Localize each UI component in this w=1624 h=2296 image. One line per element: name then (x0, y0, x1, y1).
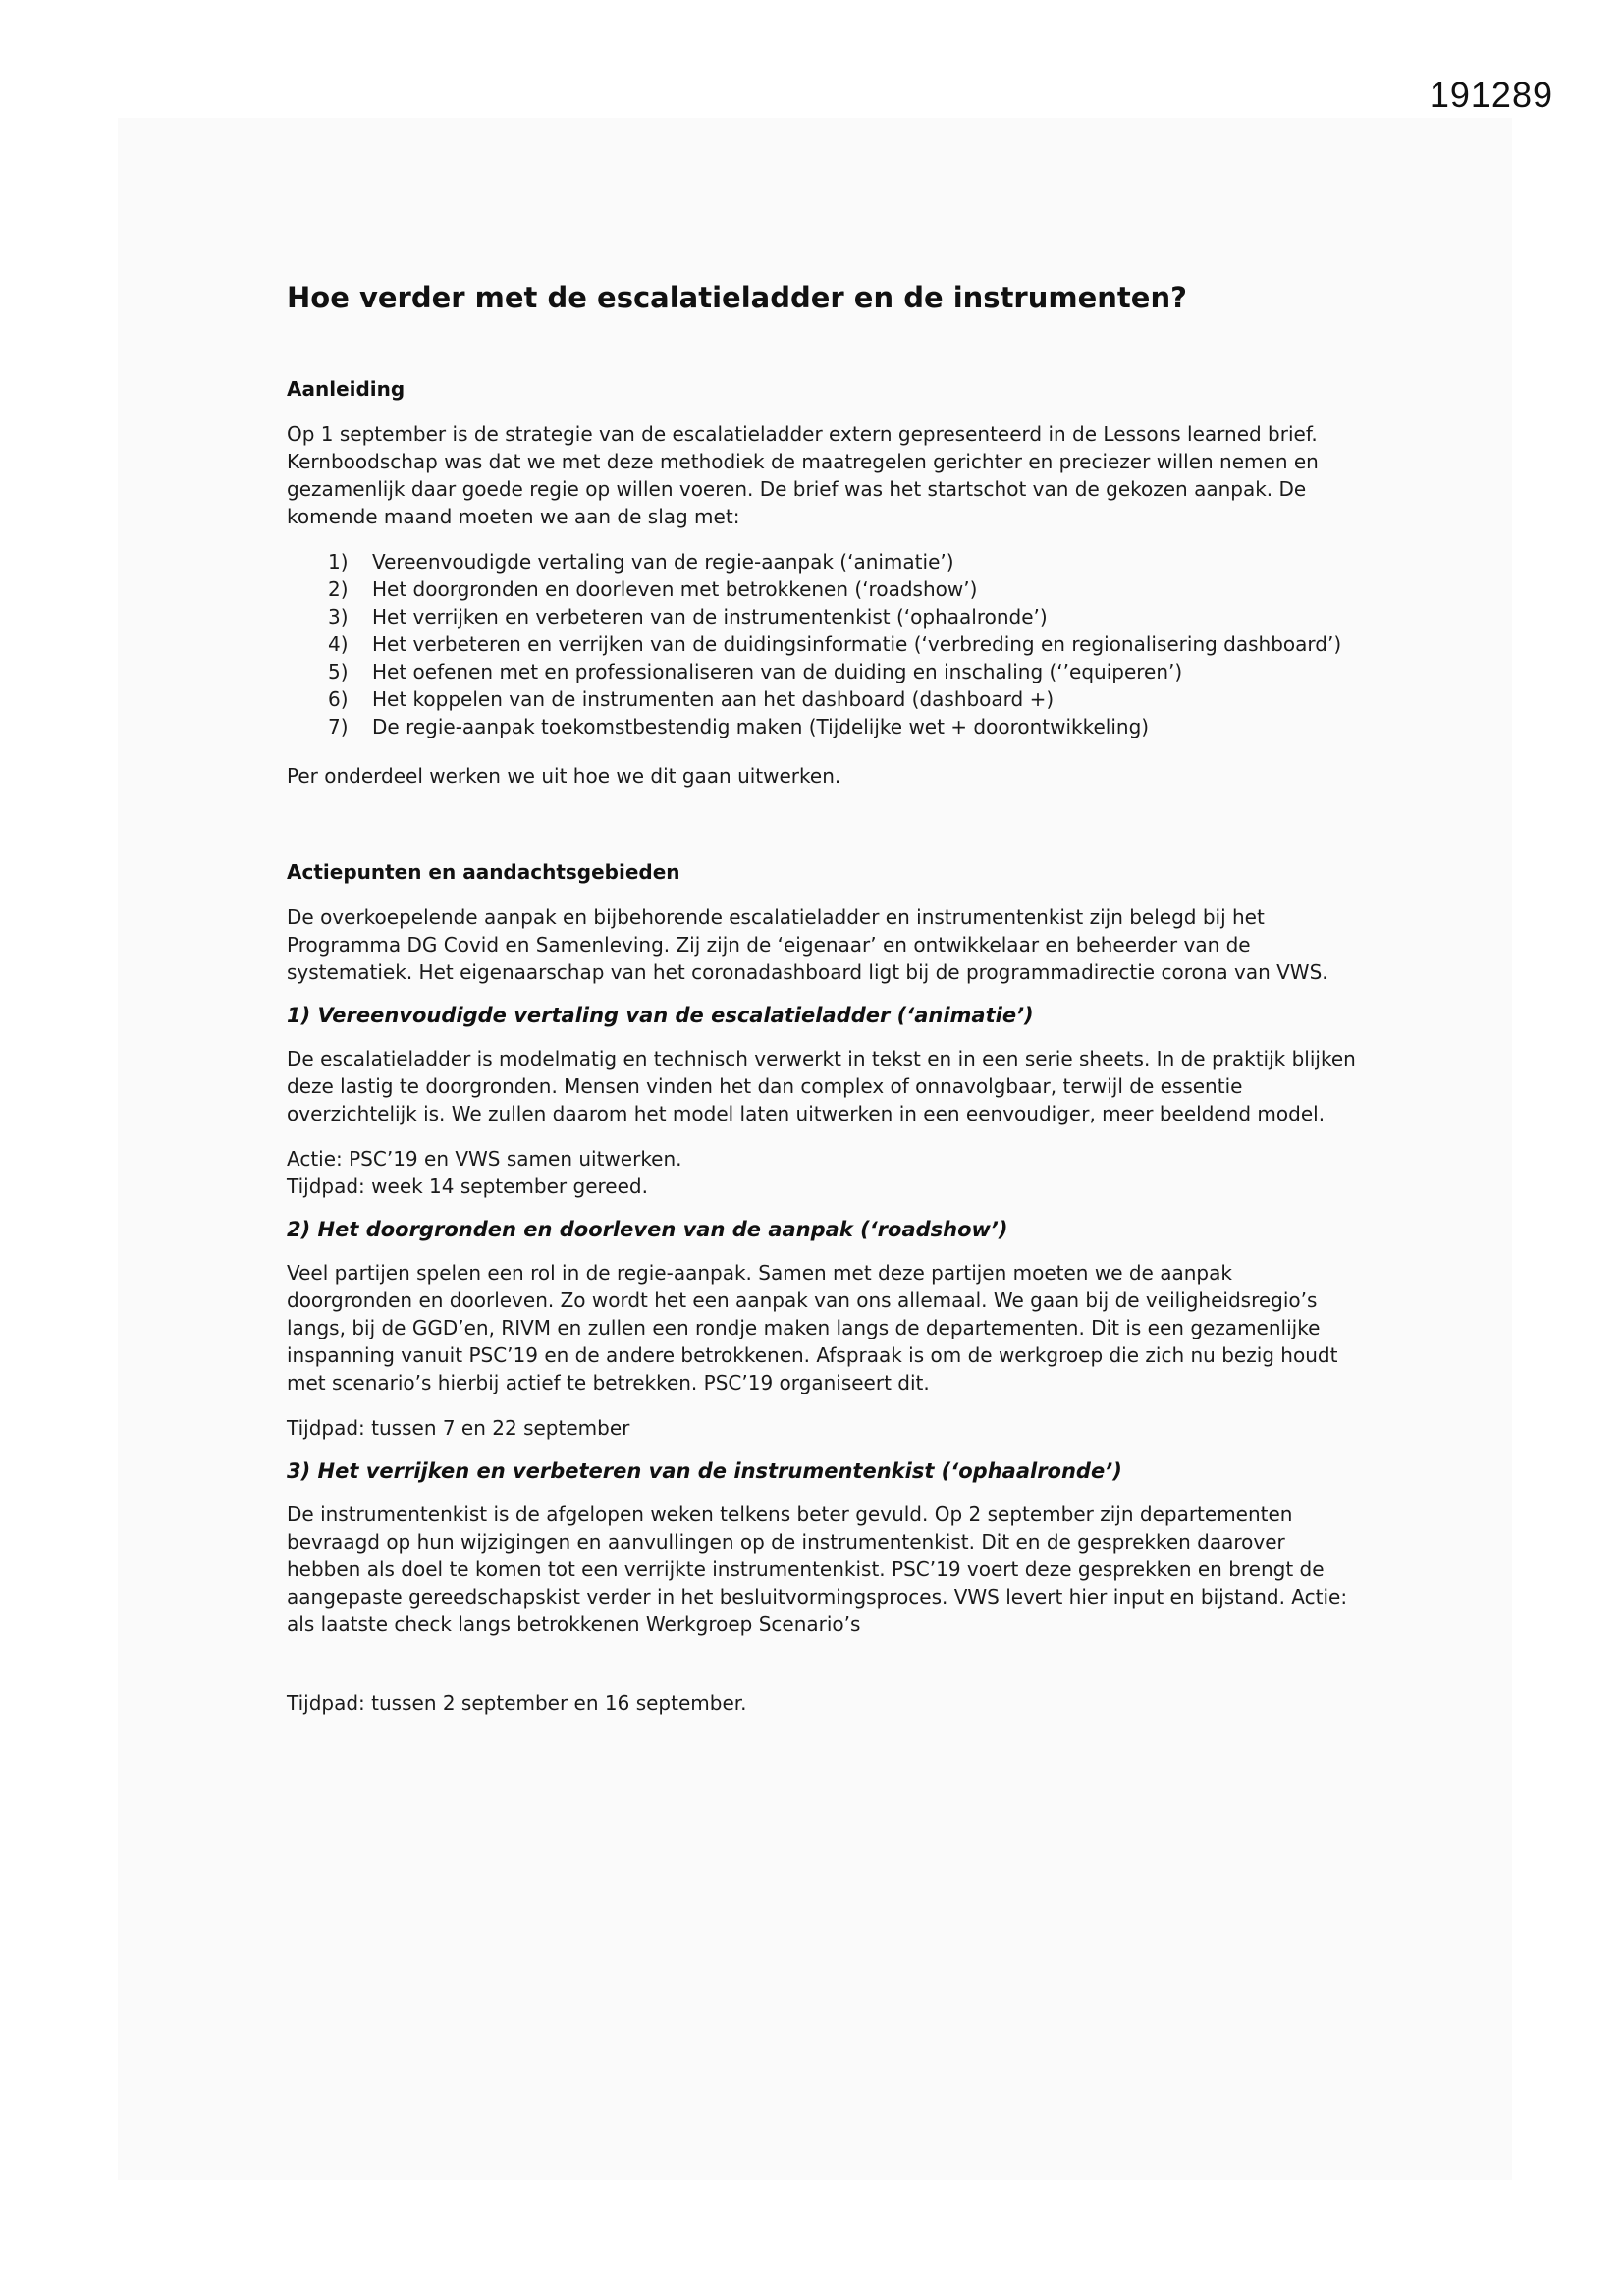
aanleiding-intro: Op 1 september is de strategie van de escalatieladder extern gepresenteerd in de Lessons learned brief. Kernboodschap was dat we met deze methodiek de maatregelen gerichter en preciezer willen nemen en gezamenlijk daar goede regie op willen voeren. De brief was het startschot van de gekozen aanpak. De komende maand moeten we aan de slag met: (287, 422, 1319, 528)
list-item (287, 630, 1357, 658)
section-heading-aanleiding: Aanleiding (287, 377, 406, 401)
actiepunten-intro: De overkoepelende aanpak en bijbehorende escalatieladder en instrumentenkist zijn belegd bij het Programma DG Covid en Samenleving. Zij zijn de ‘eigenaar’ en ontwikkelaar en beheerder van de systematiek. Het eigenaarschap van het coronadashboard ligt bij de programmadirectie corona van VWS. (287, 905, 1328, 984)
list-item-number: 1) (328, 550, 349, 574)
subsection-heading: 2) Het doorgronden en doorleven van de aanpak (‘roadshow’) (287, 1218, 1008, 1241)
subsection-heading: 3) Het verrijken en verbeteren van de instrumentenkist (‘ophaalronde’) (287, 1459, 1122, 1483)
subsection-action: Actie: PSC’19 en VWS samen uitwerken. (287, 1147, 682, 1171)
document-page (287, 281, 1357, 1734)
subsection-ophaalronde (287, 1459, 1357, 1717)
list-item (287, 685, 1357, 713)
list-item (287, 658, 1357, 685)
subsection-animatie (287, 1004, 1357, 1200)
list-item-number: 7) (328, 715, 349, 738)
list-item-text: Vereenvoudigde vertaling van de regie-aanpak (‘animatie’) (372, 550, 954, 574)
subsection-timeline: Tijdpad: tussen 2 september en 16 september. (287, 1691, 747, 1715)
subsection-heading: 1) Vereenvoudigde vertaling van de escalatieladder (‘animatie’) (287, 1004, 1034, 1027)
list-item-text: Het verbeteren en verrijken van de duidingsinformatie (‘verbreding en regionalisering dashboard’) (372, 632, 1342, 656)
spacer (287, 1656, 1357, 1689)
section-heading-actiepunten: Actiepunten en aandachtsgebieden (287, 860, 680, 884)
list-item-text: Het koppelen van de instrumenten aan het dashboard (dashboard +) (372, 687, 1055, 711)
subsection-body: Veel partijen spelen een rol in de regie-aanpak. Samen met deze partijen moeten we de aanpak doorgronden en doorleven. Zo wordt het een aanpak van ons allemaal. We gaan bij de veiligheidsregio’s langs, bij de GGD’en, RIVM en zullen een rondje maken langs de departementen. Dit is een gezamenlijke inspanning vanuit PSC’19 en de andere betrokkenen. Afspraak is om de werkgroep die zich nu bezig houdt met scenario’s hierbij actief te betrekken. PSC’19 organiseert dit. (287, 1261, 1338, 1394)
list-item-number: 3) (328, 605, 349, 629)
subsection-body: De instrumentenkist is de afgelopen weken telkens beter gevuld. Op 2 september zijn departementen bevraagd op hun wijzigingen en aanvullingen op de instrumentenkist. Dit en de gesprekken daarover hebben als doel te komen tot een verrijkte instrumentenkist. PSC’19 voert deze gesprekken en brengt de aangepaste gereedschapskist verder in het besluitvormingsproces. VWS levert hier input en bijstand. Actie: als laatste check langs betrokkenen Werkgroep Scenario’s (287, 1503, 1348, 1636)
list-item-text: De regie-aanpak toekomstbestendig maken (Tijdelijke wet + doorontwikkeling) (372, 715, 1150, 738)
list-item-number: 5) (328, 660, 349, 683)
subsection-timeline: Tijdpad: tussen 7 en 22 september (287, 1416, 630, 1440)
list-item-number: 4) (328, 632, 349, 656)
list-item-text: Het doorgronden en doorleven met betrokkenen (‘roadshow’) (372, 577, 978, 601)
list-item-text: Het oefenen met en professionaliseren van de duiding en inschaling (‘’equiperen’) (372, 660, 1183, 683)
list-item (287, 603, 1357, 630)
list-item-number: 6) (328, 687, 349, 711)
document-number: 191289 (1429, 75, 1553, 115)
list-item-number: 2) (328, 577, 349, 601)
subsection-body: De escalatieladder is modelmatig en technisch verwerkt in tekst en in een serie sheets. In de praktijk blijken deze lastig te doorgronden. Mensen vinden het dan complex of onnavolgbaar, terwijl de essentie overzichtelijk is. We zullen daarom het model laten uitwerken in een eenvoudiger, meer beeldend model. (287, 1047, 1356, 1125)
list-item (287, 713, 1357, 740)
aanleiding-outro: Per onderdeel werken we uit hoe we dit gaan uitwerken. (287, 764, 841, 788)
list-item-text: Het verrijken en verbeteren van de instrumentenkist (‘ophaalronde’) (372, 605, 1048, 629)
numbered-list (287, 548, 1357, 740)
list-item (287, 548, 1357, 575)
spacer (287, 807, 1357, 860)
section-aanleiding (287, 377, 1357, 790)
subsection-roadshow (287, 1218, 1357, 1442)
subsection-timeline: Tijdpad: week 14 september gereed. (287, 1175, 648, 1198)
page-title: Hoe verder met de escalatieladder en de instrumenten? (287, 281, 1187, 314)
list-item (287, 575, 1357, 603)
section-actiepunten (287, 860, 1357, 1717)
